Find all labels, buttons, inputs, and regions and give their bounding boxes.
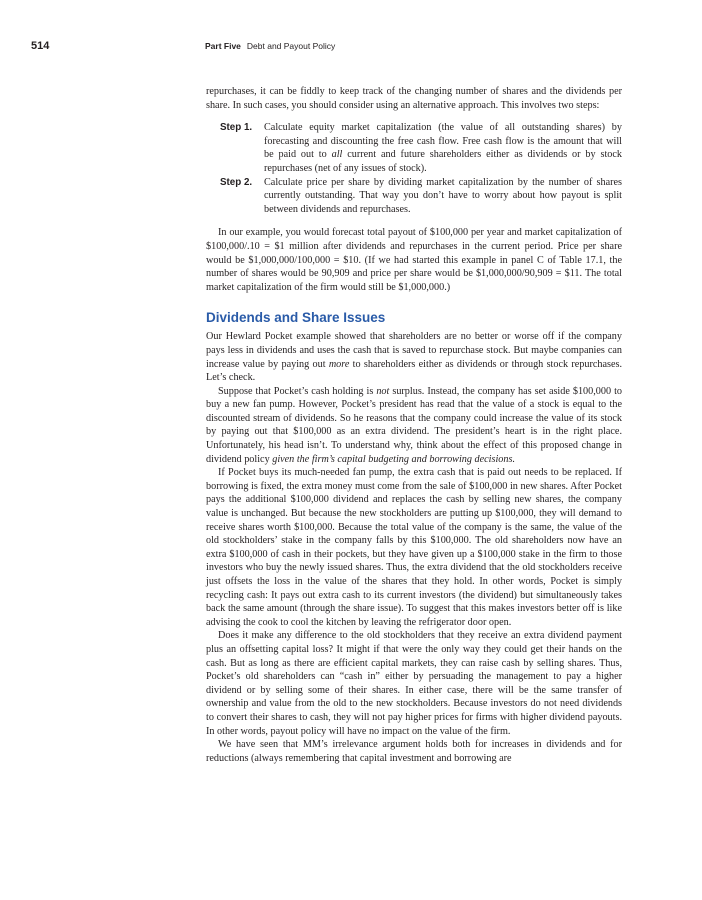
part-label: Part Five xyxy=(205,41,241,51)
part-heading xyxy=(205,41,335,51)
step-emphasis: all xyxy=(331,149,343,161)
step-item xyxy=(206,121,622,175)
body-paragraph xyxy=(206,330,622,384)
step-text: Calculate price per share by dividing market capitalization by the number of shares currently outstanding. That way you don’t have to worry about how payout is split between dividends and repurchases. xyxy=(264,176,622,215)
text-run: Suppose that Pocket’s cash holding is xyxy=(218,385,377,397)
body-paragraph: Does it make any difference to the old stockholders that they receive an extra dividend payment plus an offsetting capital loss? It might if that were the only way they could get their hands on the cash. But as long as there are efficient capital markets, they can raise cash by selling shares. Thus, Pocket’s old shareholders can “cash in” either by persuading the management to pay a higher dividend or by selling some of their shares. In either case, there will be the same transfer of ownership and value from the old to the new stockholders. Because investors do not need dividends to convert their shares to cash, they will not pay higher prices for firms with higher dividend payouts. In other words, payout policy will have no impact on the value of the firm. xyxy=(206,630,622,737)
text-run: Our Hewlard Pocket example showed that shareholders are no better or worse off if the company pays less in dividends and uses the cash that is saved to repurchase stock. But maybe companies can increase value by paying out xyxy=(206,331,622,370)
step-item xyxy=(206,176,622,217)
body-paragraph xyxy=(206,385,622,467)
body-paragraph: We have seen that MM’s irrelevance argument holds both for increases in dividends and for reductions (always remembering that capital investment and borrowing are xyxy=(206,739,622,764)
step-text-part: current and future shareholders either as dividends or by stock repurchases (net of any issues of stock). xyxy=(264,149,622,174)
emphasis: not xyxy=(376,385,390,397)
part-title: Debt and Payout Policy xyxy=(246,41,336,51)
running-header xyxy=(0,40,702,56)
text-run: to shareholders either as dividends or through stock repurchases. Let’s check. xyxy=(206,358,622,384)
intro-paragraph: repurchases, it can be fiddly to keep track of the changing number of shares and the dividends per share. In such cases, you should consider using an alternative approach. This involves two steps: xyxy=(206,86,622,111)
page-body xyxy=(206,85,622,765)
text-run: surplus. Instead, the company has set aside $100,000 to buy a new fan pump. However, Pocket’s president has read that the value of a stock is equal to the discounted stream of dividends. So he reasons that the company could increase the value of its stock by paying out that $100,000 as an extra dividend. The president’s heart is in the right place. Unfortunately, his head isn’t. To understand why, think about the effect of this proposed change in dividend policy xyxy=(206,385,622,465)
steps-list xyxy=(206,121,622,216)
step-text xyxy=(264,122,622,174)
step-text-part: Calculate equity market capitalization (the value of all outstanding shares) by forecasting and discounting the free cash flow. Free cash flow is the amount that will be paid out to xyxy=(264,122,622,161)
emphasis: more xyxy=(328,358,350,370)
page-number: 514 xyxy=(31,40,50,52)
emphasis: given the firm’s capital budgeting and borrowing decisions. xyxy=(272,453,516,465)
section-heading: Dividends and Share Issues xyxy=(206,310,386,326)
example-paragraph: In our example, you would forecast total payout of $100,000 per year and market capitalization of $100,000/.10 = $1 million after dividends and repurchases in the current period. Price per share would be $1,000,000/100,000 = $10. (If we had started this example in panel C of Table 17.1, the number of shares would be 90,909 and price per share would be $1,000,000/90,909 = $11. The total market capitalization of the firm would still be $1,000,000.) xyxy=(206,227,622,293)
step-label: Step 1. xyxy=(220,122,253,134)
step-label: Step 2. xyxy=(220,176,253,188)
body-paragraph: If Pocket buys its much-needed fan pump, the extra cash that is paid out needs to be replaced. If borrowing is fixed, the extra money must come from the sale of $100,000 in new shares. After Pocket pays the additional $100,000 dividend and replaces the cash by selling new shares, the company value is unchanged. But because the new stockholders are putting up $100,000, they will demand to receive shares worth $100,000. Because the total value of the company is the same, the value of the old stockholders’ stake in the company falls by this $100,000. The old shareholders now have an extra $100,000 of cash in their pockets, but they have given up a $100,000 stake in the firm to those investors who buy the newly issued shares. Thus, the extra dividend that the old stockholders receive just offsets the loss in the value of the shares that they hold. In other words, Pocket is simply recycling cash: It pays out extra cash to its current investors (the dividend) but simultaneously takes back the same amount (through the share issue). To suggest that this makes investors better off is like advising the cook to cool the kitchen by leaving the refrigerator door open. xyxy=(206,467,622,628)
